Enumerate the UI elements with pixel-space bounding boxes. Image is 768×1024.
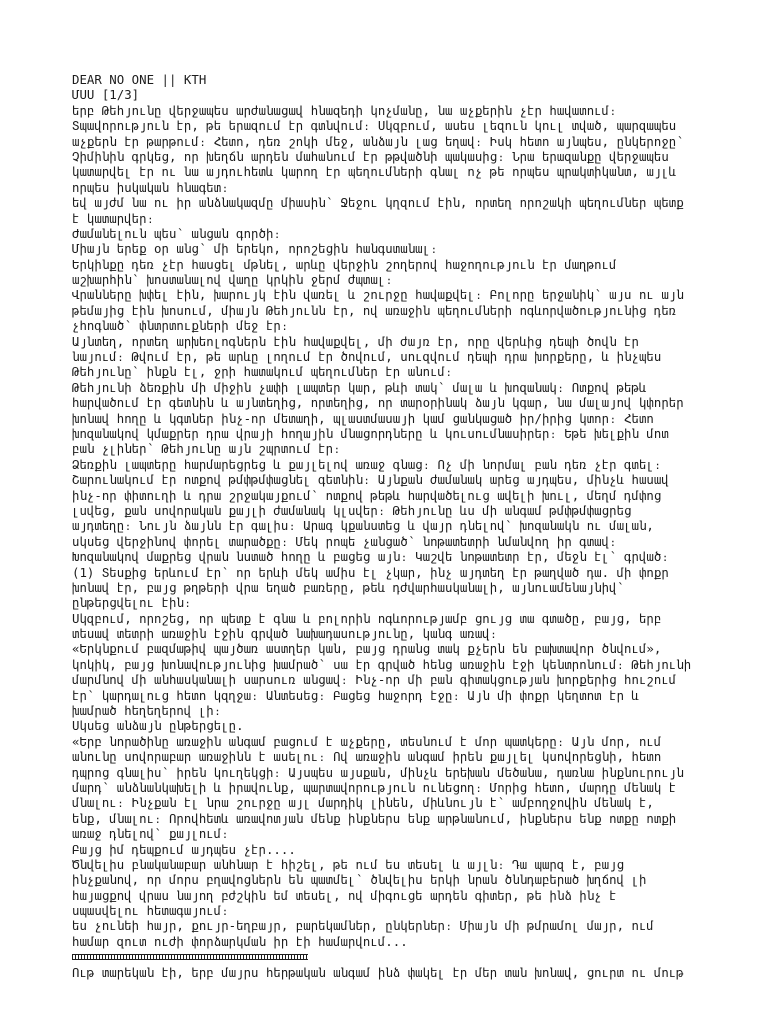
text-line: Խոզանակով մաքրեց վրան նստած հողը և բացեց այն։ Կաշվե նոթատետր էր, մեջն էլ՝ գրված։ [72,549,669,565]
text-line: անունը սովորաբար առաջինն է ասելու։ Ով առաջին անգամ իրեն քայլել կսովորեցնի, հետո [72,749,662,765]
text-line: սկսեց վերջինով փորել տարածքը։ Մեկ րոպե չանցած՝ նոթատետրի նմանվող իր գտավ։ [72,533,617,549]
text-line: Այնտեղ, որտեղ արխեոլոգներն էին հավաքվել, մի ժայռ էր, որը վերևից դեպի ծովն էր [72,333,639,349]
text-line: ընթերցվելու էին։ [72,595,192,611]
text-line: մարդ՝ անձնանկախելի և իրավունք, պարտավորություն ունեցող։ Մորից հետո, մարդը մենակ է [72,779,677,795]
text-line: համար զուտ ուժի փորձարկման իր էի համարվում... [72,933,408,949]
text-line: Երկինքը դեռ չէր հասցել մթնել, արևը վերջին շողերով հաջողություն էր մաղթում [72,256,617,272]
text-line: Սկսեց անձայն ընթերցելը. [72,718,244,734]
text-line: առաջ դնելով՝ քայլում։ [72,826,229,842]
text-line: ինչ-որ փիտուղի և դրա շրջակայքում՝ ոտքով թեթև հարվածելուց ավելի խուլ, մեղմ դմփոց [72,487,662,503]
text-line: «Երբ նորածինը առաջին անգամ բացում է աչքերը, տեսնում է մոր պատկերը։ Այն մոր, ում [72,733,662,749]
document-title: DEAR NO ONE || KTH [72,72,207,87]
text-line: խամրած հեղեղերով լի։ [72,703,222,719]
text-line: Տպավորություն էր, թե երազում էր գտնվում։ Սկզբում, ասես լեզուն կուլ տված, պարզապես [72,118,677,134]
text-line: հայացքով վրաս նայող բժշկին եմ տեսել, ով միգուցե արդեն գիտեր, թե ինձ ինչ է [72,887,617,903]
text-line: սպասվելու հետագայում։ [72,903,229,919]
text-line: «Երկնքում բազմաթիվ պայծառ աստղեր կան, բայց դրանց տակ քչերն են բախտավոր ծնվում», [72,641,662,657]
text-line: դպրոց գնալիս՝ իրեն կուղեկցի։ Այսպես այսքան, մինչև երեխան մեծանա, դառնա ինքնուրույն [72,764,684,780]
section-separator [72,949,708,964]
text-line: մնալու։ Ինչքան էլ նրա շուրջը այլ մարդիկ լինեն, միևնույն է՝ ամբողջովին մենակ է, [72,795,654,811]
text-line: աչքերն էր թարթում։ Հետո, դեռ շոկի մեջ, անձայն լաց եղավ։ Իսկ հետո այնպես, ընկերոջը՝ [72,133,684,149]
text-line: Ծնվելիս բնականաբար անհնար է հիշել, թե ում ես տեսել և այլն։ Դա պարզ է, բայց [72,856,625,872]
text-line: Թեհյունը՝ ինքն էլ, ջրի հատակում պեղումներ էր անում։ [72,364,453,380]
text-line: Թեհյունի ձեռքին մի միջին չափի լապտեր կար, թևի տակ՝ մալա և խոզանակ։ Ոտքով թեթև [72,379,647,395]
text-line: Չիմինին գրկեց, որ խեղճն արդեն մահանում էր թթվածնի պակասից։ Նրա երազանքը վերջապես [72,148,669,164]
text-line: ենք, մնալու։ Որովհետև առավոտյան մենք ինքներս ենք արթնանում, ինքներս ենք ոտքը ոտքի [72,810,677,826]
document-body [72,103,708,949]
text-line: չհոգնած՝ փնտրտուքների մեջ էր։ [72,318,289,334]
text-line: խոզանակով կմաքրեր դրա վրայի հողային մնացորդները և կուսումնասիրեր։ Եթե խելքին մոտ [72,425,669,441]
text-line: է կատարվեր։ [72,210,155,226]
text-line: (1) Տեսքից երևում էր՝ որ երևի մեկ ամիս էլ չկար, ինչ այդտեղ էր թաղված դա. մի փոքր [72,564,669,580]
text-line: կոկիկ, բայց խոնավությունից խամրած՝ սա էր գրված հենց առաջին էջի կենտրոնում։ Թեհյունի [72,656,692,672]
text-line: Ժամանելուն պես՝ անցան գործի։ [72,225,281,241]
text-line: որպես իսկական հնագետ։ [72,179,229,195]
text-line: Ձեռքին լապտերը հարմարեցրեց և քայլելով առաջ գնաց։ Ոչ մի նորմալ բան դեռ չէր գտել։ [72,456,662,472]
text-line: ինչքանով, որ մորս բղավոցներն են պատմել՝ ծնվելիս երկի նրան ծննդաբերած խղճով լի [72,872,647,888]
text-line: Վրանները խփել էին, խարույկ էին վառել և շուրջը հավաքվել։ Բոլորը երջանիկ՝ այս ու այն [72,287,684,303]
text-line: Միայն երեք օր անց՝ մի երեկո, որոշեցին հանգստանալ։ [72,241,438,257]
document-last-line: Ութ տարեկան էի, երբ մայրս հերթական անգամ ինձ փակել էր մեր տան խոնավ, ցուրտ ու մութ [72,964,684,980]
text-line: նայում։ Թվում էր, թե արևը լողում էր ծովում, սուզվում դեպի դրա խորքերը, և ինչպես [72,349,662,365]
text-line: եվ այժմ նա ու իր անձնակազմը միասին՝ Ջեջու կղզում էին, որտեղ որոշակի պեղումներ պետք [72,195,684,211]
text-line: այդտեղը։ Նույն ձայնն էր գալիս։ Արագ կքանստեց և վայր դնելով՝ խոզանակն ու մալան, [72,518,654,534]
text-line: կատարվել էր ու նա այդուհետև կարող էր պեղումների գնալ ոչ թե որպես պրակտիկանտ, այլև [72,164,677,180]
document-text [72,72,708,980]
text-line: լսվեց, քան սովորական քայլի ժամանակ կլսվեր։ Թեհյունը ևս մի անգամ թմփթմփացրեց [72,502,632,518]
text-line: խոնավ էր, բայց թղթերի վրա եղած բառերը, թեև դժվարհասկանալի, այնուամենայնիվ՝ [72,579,625,595]
text-line: բան չլիներ՝ Թեհյունը այն շպրտում էր։ [72,441,341,457]
text-line: մարմնով մի անհասկանալի սարսուռ անցավ։ Ինչ-որ մի բան գիտակցության խորքերից հուշում [72,672,677,688]
text-line: Բայց իմ դեպքում այդպես չէր.... [72,841,296,857]
text-line: Շարունակում էր ոտքով թմփթմփացնել գետնին։ Այնքան ժամանակ արեց այդպես, մինչև հասավ [72,472,669,488]
text-line: էր՝ կարդալուց հետո կզղջա։ Անտեսեց։ Բացեց հաջորդ էջը։ Այն մի փոքր կեղտոտ էր և [72,687,639,703]
text-line: ես չունեի հայր, քույր-եղբայր, բարեկամներ, ընկերներ։ Միայն մի թմրամոլ մայր, ում [72,918,654,934]
text-line: հարվածում էր գետնին և այնտեղից, որտեղից, որ տարօրինակ ձայն կգար, նա մալայով կփորեր [72,395,684,411]
text-line: տեսավ տետրի առաջին էջին գրված նախադասությունը, կանգ առավ։ [72,626,498,642]
text-line: խոնավ հողը և կգտներ ինչ-որ մետաղի, պլաստմասայի կամ ցանկացած իր/իրից կտոր։ Հետո [72,410,654,426]
text-line: թեմայից էին խոսում, միայն Թեհյունն էր, ով առաջին պեղումների ոգևորվածությունից դեռ [72,302,677,318]
separator-bar [72,954,308,960]
text-line: Սկզբում, որոշեց, որ պետք է գնա և բոլորին ոգևորությամբ ցույց տա գտածը, բայց, երբ [72,610,662,626]
text-line: աշխարհին՝ խոստանալով վաղը կրկին ջերմ ժպտալ։ [72,272,393,288]
text-line: երբ Թեհյունը վերջապես արժանացավ հնազեդի կոչմանը, նա աչքերին չէր հավատում։ [72,102,617,118]
document-subtitle: ՄՍՍ [1/3] [72,87,140,103]
